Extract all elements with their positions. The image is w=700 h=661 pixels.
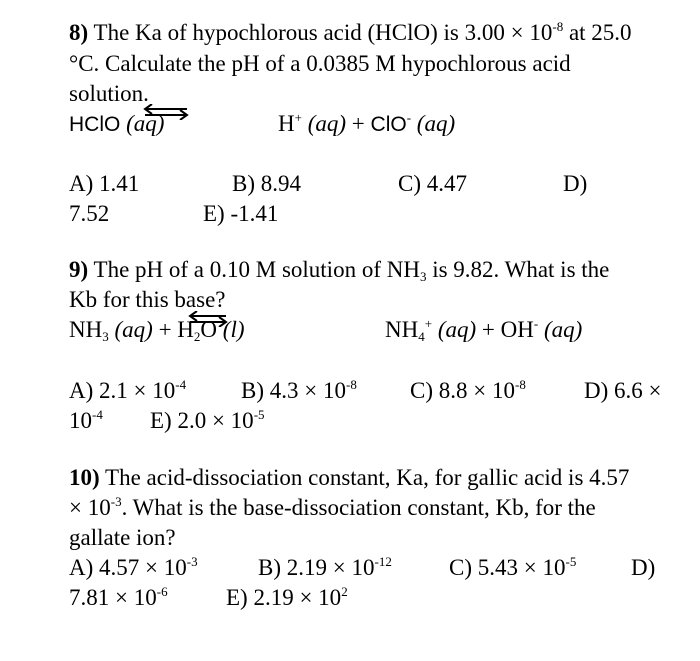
q9-line1: 9) The pH of a 0.10 M solution of $NH_3$ is 9.82. What is the xyxy=(69,257,610,284)
q9-choice-a: A) $2.1 \times 10^{-4}$ xyxy=(69,377,187,403)
q8-choice-d-value: 7.52 xyxy=(69,201,110,226)
q10-choice-d-value: $7.81 \times 10^{-6}$ xyxy=(69,584,168,610)
q10-choice-d: D) xyxy=(631,555,656,580)
q10-line2: × $10^{-3}$. What is the base-dissociation constant, Kb, for the xyxy=(69,494,596,520)
q9-number: 9) xyxy=(69,257,89,282)
q10-choice-c: C) $5.43 \times 10^{-5}$ xyxy=(449,554,577,580)
q9-equation-reactants: $NH_3$ $(aq) + H_2O$ (l) xyxy=(69,317,245,344)
q10-choice-e: E) $2.19 \times 10^2$ xyxy=(226,584,348,610)
q10-number: 10) xyxy=(69,465,100,490)
q9-choice-c: C) $8.8 \times 10^{-8}$ xyxy=(410,377,526,403)
q9-line2: Kb for this base? xyxy=(69,287,226,312)
q9-choice-b: B) $4.3 \times 10^{-8}$ xyxy=(241,377,357,403)
q8-choice-c: C) 4.47 xyxy=(398,171,467,196)
equilibrium-arrow-icon xyxy=(141,104,191,120)
q8-choice-d: D) xyxy=(563,171,588,196)
q8-reactant-state: (aq) xyxy=(126,111,165,136)
q9-choice-e: E) $2.0 \times 10^{-5}$ xyxy=(150,407,265,433)
q9-choice-d-cont: $10^{-4}$ xyxy=(69,407,103,433)
q10-choice-b: B) $2.19 \times 10^{-12}$ xyxy=(258,554,392,580)
q8-line2: °C. Calculate the pH of a 0.0385 M hypochlorous acid xyxy=(69,51,571,76)
equilibrium-arrow-icon xyxy=(186,311,230,327)
q10-choice-a: A) $4.57 \times 10^{-3}$ xyxy=(69,554,198,580)
q8-line1: 8) The Ka of hypochlorous acid (HClO) is $3.00 \times 10^{-8}$ at 25.0 xyxy=(69,19,632,45)
q9-choice-d: D) 6.6 × xyxy=(584,378,662,403)
water-formula: $H_2O$ xyxy=(177,317,218,344)
q10-line3: gallate ion? xyxy=(69,525,176,550)
q8-number: 8) xyxy=(69,20,89,45)
q10-line1: 10) The acid-dissociation constant, Ka, for gallic acid is 4.57 xyxy=(69,465,630,490)
q8-choice-a: A) 1.41 xyxy=(69,171,140,196)
q8-equation-reactant: HClO (aq) xyxy=(69,111,165,136)
q8-choice-e: E) -1.41 xyxy=(203,201,279,226)
q8-choice-b: B) 8.94 xyxy=(232,171,301,196)
q9-equation-products: $NH_4^+$ (aq) + OH- (aq) xyxy=(385,316,583,344)
q8-equation-products: H+ (aq) + ClO- (aq) xyxy=(278,110,456,136)
q8-line3: solution. xyxy=(69,81,149,106)
